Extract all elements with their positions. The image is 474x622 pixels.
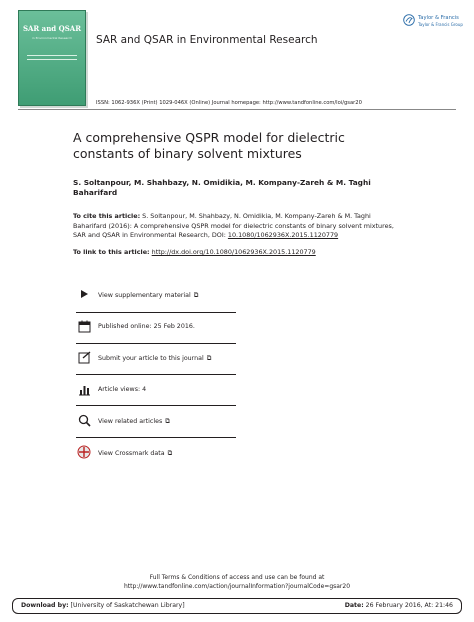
download-info-bar xyxy=(12,598,462,614)
calendar-icon xyxy=(76,318,92,334)
article-title: A comprehensive QSPR model for dielectric constants of binary solvent mixtures xyxy=(73,130,345,161)
downloaded-by-value: [University of Saskatchewan Library] xyxy=(70,602,185,609)
cover-subtitle: in Environmental Research xyxy=(31,36,73,40)
publisher-group: Taylor & Francis Group xyxy=(418,22,463,27)
supplementary-material-row[interactable] xyxy=(76,286,236,308)
crossmark-label[interactable]: View Crossmark data xyxy=(98,450,165,457)
row-divider xyxy=(76,312,236,313)
crossmark-icon xyxy=(76,444,92,460)
cite-doi-link[interactable]: 10.1080/1062936X.2015.1120779 xyxy=(227,231,339,239)
submit-article-label[interactable]: Submit your article to this journal xyxy=(98,355,204,362)
supplementary-material-label[interactable]: View supplementary material xyxy=(98,292,191,299)
row-divider xyxy=(76,437,236,438)
journal-title[interactable]: SAR and QSAR in Environmental Research xyxy=(96,34,318,46)
article-views-label: Article views: 4 xyxy=(98,386,147,393)
citation-block xyxy=(73,212,403,241)
taylor-francis-logo-icon xyxy=(403,14,415,26)
cover-line xyxy=(27,59,77,60)
terms-url[interactable]: http://www.tandfonline.com/action/journalInformation?journalCode=gsar20 xyxy=(123,582,351,590)
article-views-row xyxy=(76,381,236,403)
external-link-icon: ⧉ xyxy=(193,291,199,299)
publisher-name: Taylor & Francis xyxy=(418,15,459,21)
download-date xyxy=(345,602,453,609)
journal-cover-image xyxy=(18,10,86,106)
related-articles-label[interactable]: View related articles xyxy=(98,418,163,425)
external-link-icon: ⧉ xyxy=(206,354,212,362)
article-authors: S. Soltanpour, M. Shahbazy, N. Omidikia, M. Kompany-Zareh & M. Taghi Baharifard xyxy=(73,178,371,197)
published-online-row xyxy=(76,318,236,340)
related-icon xyxy=(76,412,92,428)
header-divider xyxy=(18,109,456,110)
cite-label: To cite this article: xyxy=(73,212,141,220)
submit-article-row[interactable] xyxy=(76,349,236,371)
cite-text: S. Soltanpour, M. Shahbazy, N. Omidikia, M. Kompany-Zareh & M. Taghi Baharifard (2016): A comprehensive QSPR model for dielectric constants of binary solvent mixtures, SAR and QSAR in Environmental Research, DOI: xyxy=(73,212,394,239)
downloaded-by xyxy=(21,602,185,609)
terms-line-1: Full Terms & Conditions of access and use can be found at xyxy=(149,574,325,581)
row-divider xyxy=(76,405,236,406)
views-icon xyxy=(76,381,92,397)
submit-icon xyxy=(76,349,92,365)
external-link-icon: ⧉ xyxy=(167,449,173,457)
cover-line xyxy=(27,55,77,56)
related-articles-row[interactable] xyxy=(76,412,236,434)
supplementary-icon xyxy=(76,286,92,302)
row-divider xyxy=(76,374,236,375)
article-link-line xyxy=(73,248,316,256)
external-link-icon: ⧉ xyxy=(165,417,170,425)
published-online-label: Published online: 25 Feb 2016. xyxy=(98,323,195,330)
download-date-label: Date: xyxy=(344,602,364,609)
downloaded-by-label: Download by: xyxy=(21,602,69,609)
issn-line: ISSN: 1062-936X (Print) 1029-046X (Online) Journal homepage: http://www.tandfonline.com/loi/gsar20 xyxy=(96,100,362,106)
cover-title: SAR and QSAR xyxy=(22,24,82,33)
link-label: To link to this article: xyxy=(73,248,150,256)
download-date-value: 26 February 2016, At: 21:46 xyxy=(365,602,453,609)
row-divider xyxy=(76,343,236,344)
article-doi-url[interactable]: http://dx.doi.org/10.1080/1062936X.2015.1120779 xyxy=(151,248,316,256)
crossmark-row[interactable] xyxy=(76,444,236,466)
terms-notice xyxy=(0,574,474,591)
